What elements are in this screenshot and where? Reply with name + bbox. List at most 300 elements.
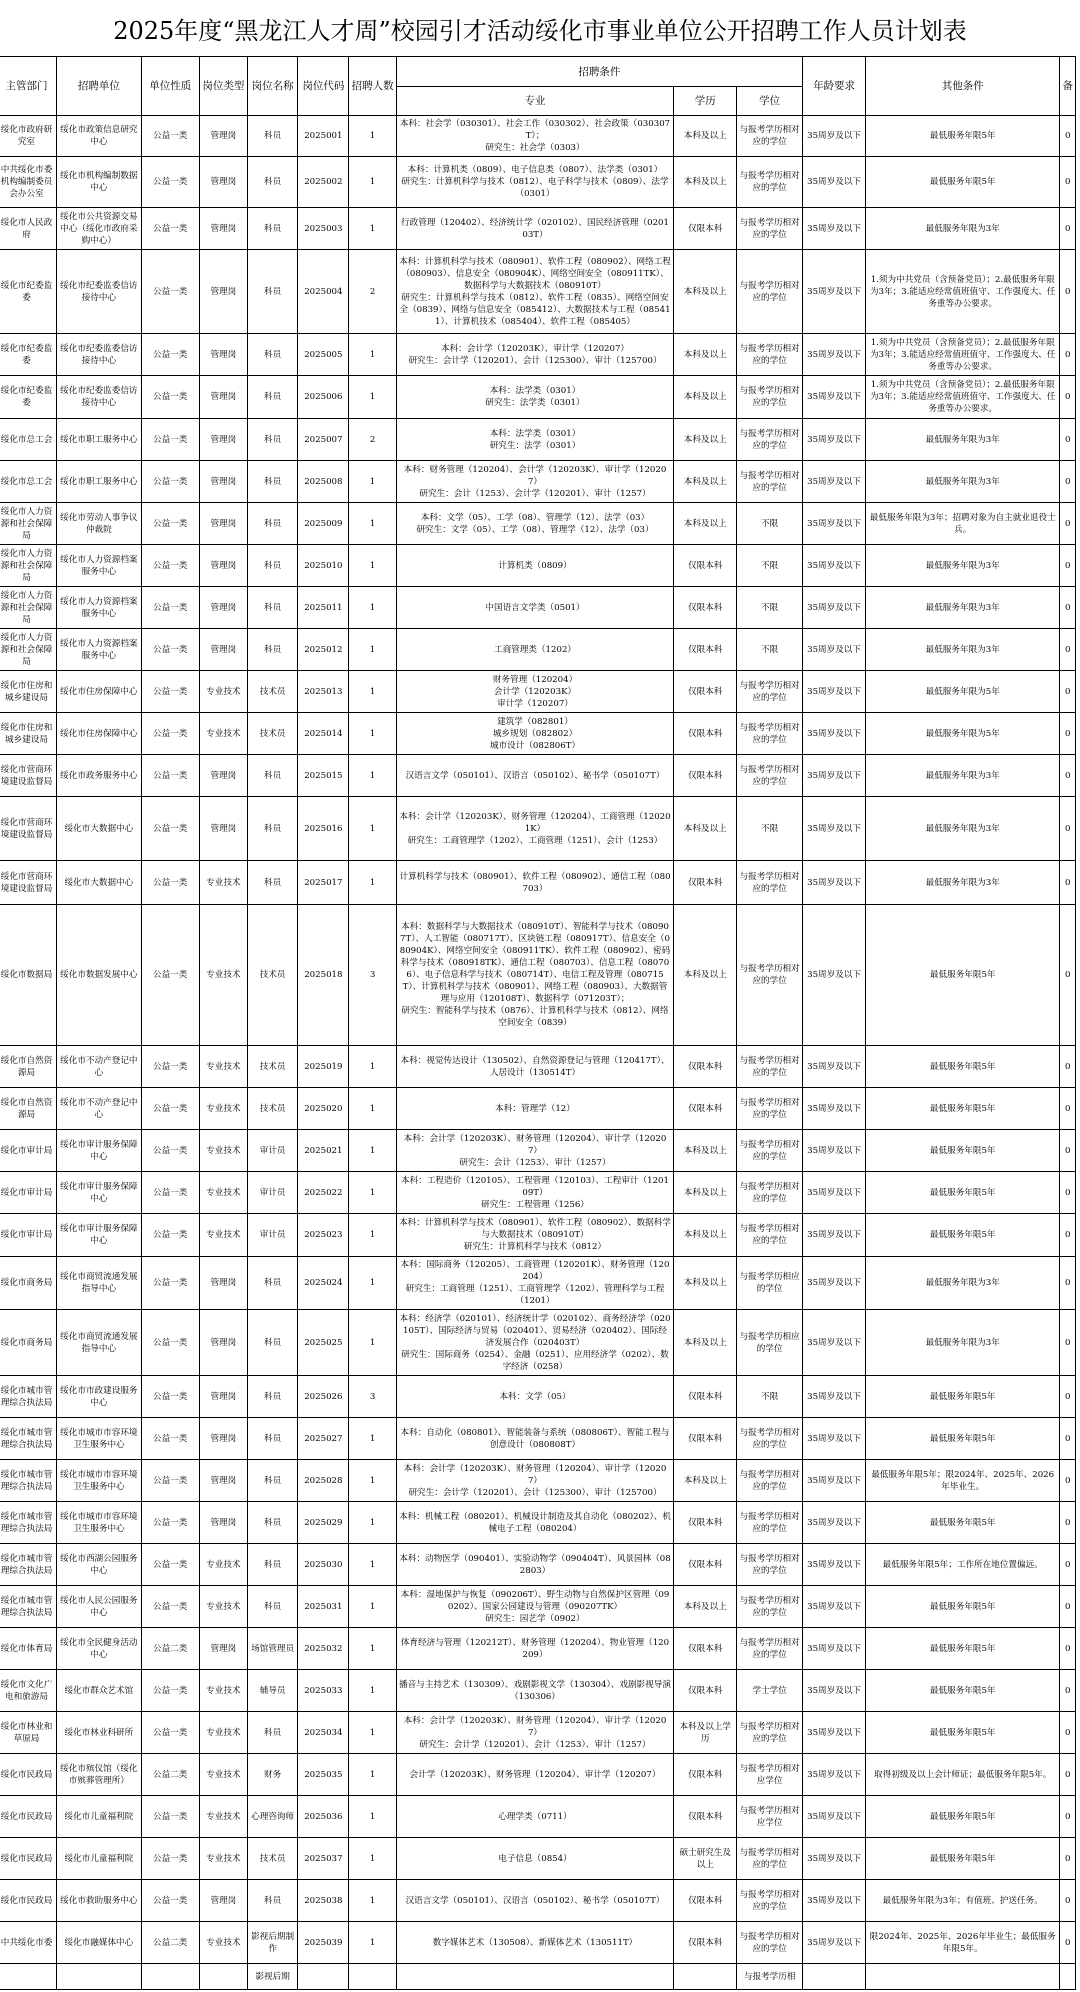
cell-edu: 仅限本科 xyxy=(674,1670,737,1712)
cell-post-code: 2025006 xyxy=(298,376,349,419)
cell-count: 1 xyxy=(349,797,396,861)
cell-unit: 绥化市人民公园服务中心 xyxy=(57,1586,142,1628)
header-type: 岗位类型 xyxy=(199,57,247,116)
cell-remark: 0 xyxy=(1060,797,1076,861)
cell-remark: 0 xyxy=(1060,1838,1076,1880)
cell-remark: 0 xyxy=(1060,1418,1076,1460)
table-row xyxy=(0,1310,1076,1376)
cell-degree: 与报考学历相对应的学位 xyxy=(737,1088,803,1130)
table-row xyxy=(0,1922,1076,1964)
table-row xyxy=(0,755,1076,797)
cell-type: 专业技术 xyxy=(199,1712,247,1754)
cell-other: 最低服务年限5年 xyxy=(866,905,1060,1046)
cell-major: 本科：国际商务（120205）、工商管理（120201K）、财务管理（120204） 研究生：工商管理（1251）、工商管理学（1202）、管理科学与工程（1201） xyxy=(396,1257,673,1310)
cell-other: 最低服务年限为3年 xyxy=(866,1257,1060,1310)
cell-degree: 与报考学历相对应的学位 xyxy=(737,334,803,376)
cell-count xyxy=(349,1964,396,1990)
cell-post-name: 审计员 xyxy=(248,1172,298,1214)
cell-degree: 与报考学历相 xyxy=(737,1964,803,1990)
cell-major: 本科：会计学（120203K）、财务管理（120204）、审计学（120207） 研究生：会计学（120201）、会计（1253）、审计（1257） xyxy=(396,1712,673,1754)
cell-age: 35周岁及以下 xyxy=(803,1544,866,1586)
cell-unit: 绥化市住房保障中心 xyxy=(57,713,142,755)
cell-type: 专业技术 xyxy=(199,713,247,755)
cell-type: 管理岗 xyxy=(199,1502,247,1544)
table-row xyxy=(0,905,1076,1046)
cell-post-code: 2025030 xyxy=(298,1544,349,1586)
cell-age: 35周岁及以下 xyxy=(803,1586,866,1628)
cell-nature: 公益一类 xyxy=(141,1838,199,1880)
cell-edu: 本科及以上 xyxy=(674,1310,737,1376)
cell-nature xyxy=(141,1964,199,1990)
cell-dept: 绥化市政府研究室 xyxy=(0,116,57,157)
cell-unit: 绥化市商贸流通发展指导中心 xyxy=(57,1310,142,1376)
cell-age: 35周岁及以下 xyxy=(803,1130,866,1172)
cell-remark: 0 xyxy=(1060,1586,1076,1628)
cell-degree: 不限 xyxy=(737,545,803,587)
cell-nature: 公益一类 xyxy=(141,755,199,797)
cell-degree: 与报考学历相对应的学位 xyxy=(737,713,803,755)
cell-nature: 公益一类 xyxy=(141,1670,199,1712)
cell-post-name: 科员 xyxy=(248,334,298,376)
header-remark: 备 xyxy=(1060,57,1076,116)
cell-age: 35周岁及以下 xyxy=(803,1754,866,1796)
cell-count: 1 xyxy=(349,1712,396,1754)
cell-age: 35周岁及以下 xyxy=(803,1214,866,1257)
cell-edu: 硕士研究生及以上 xyxy=(674,1838,737,1880)
cell-nature: 公益一类 xyxy=(141,1460,199,1502)
cell-dept: 绥化市审计局 xyxy=(0,1172,57,1214)
header-row-1 xyxy=(0,57,1076,87)
cell-count: 1 xyxy=(349,545,396,587)
cell-nature: 公益一类 xyxy=(141,1088,199,1130)
cell-major: 体育经济与管理（120212T）、财务管理（120204）、物业管理（120209） xyxy=(396,1628,673,1670)
cell-count: 1 xyxy=(349,1172,396,1214)
cell-other: 最低服务年限5年；限2024年、2025年、2026年毕业生。 xyxy=(866,1460,1060,1502)
cell-post-code: 2025034 xyxy=(298,1712,349,1754)
cell-edu: 本科及以上 xyxy=(674,1586,737,1628)
cell-other: 最低服务年限5年 xyxy=(866,1376,1060,1418)
cell-post-name: 科员 xyxy=(248,1257,298,1310)
cell-other: 最低服务年限5年 xyxy=(866,116,1060,157)
cell-count: 1 xyxy=(349,116,396,157)
cell-post-code: 2025024 xyxy=(298,1257,349,1310)
cell-major: 汉语言文学（050101）、汉语言（050102）、秘书学（050107T） xyxy=(396,1880,673,1922)
header-unit: 招聘单位 xyxy=(57,57,142,116)
table-row xyxy=(0,797,1076,861)
header-conditions: 招聘条件 xyxy=(396,57,802,87)
cell-type: 专业技术 xyxy=(199,1838,247,1880)
cell-other: 最低服务年限5年 xyxy=(866,1418,1060,1460)
cell-dept: 绥化市民政局 xyxy=(0,1796,57,1838)
cell-degree: 与报考学历相对应的学位 xyxy=(737,1214,803,1257)
cell-degree: 与报考学历相应的学位 xyxy=(737,1310,803,1376)
cell-dept: 绥化市审计局 xyxy=(0,1214,57,1257)
table-row xyxy=(0,629,1076,671)
cell-nature: 公益一类 xyxy=(141,1586,199,1628)
cell-dept: 绥化市城市管理综合执法局 xyxy=(0,1544,57,1586)
cell-major: 计算机类（0809） xyxy=(396,545,673,587)
cell-major: 本科：计算机类（0809）、电子信息类（0807）、法学类（0301） 研究生：计算机科学与技术（0812）、电子科学与技术（0809）、法学（0301） xyxy=(396,157,673,208)
cell-remark: 0 xyxy=(1060,250,1076,334)
cell-post-code: 2025011 xyxy=(298,587,349,629)
cell-remark: 0 xyxy=(1060,713,1076,755)
cell-other: 最低服务年限为3年；有值班、护送任务。 xyxy=(866,1880,1060,1922)
cell-count: 3 xyxy=(349,1376,396,1418)
cell-edu: 本科及以上 xyxy=(674,1257,737,1310)
cell-post-code: 2025021 xyxy=(298,1130,349,1172)
cell-count: 1 xyxy=(349,1880,396,1922)
cell-degree: 与报考学历相对应的学位 xyxy=(737,671,803,713)
cell-nature: 公益一类 xyxy=(141,1712,199,1754)
cell-age: 35周岁及以下 xyxy=(803,629,866,671)
cell-age: 35周岁及以下 xyxy=(803,1922,866,1964)
cell-major: 本科：会计学（120203K）、财务管理（120204）、审计学（120207） 研究生：会计学（120201）、会计（125300）、审计（125700） xyxy=(396,1460,673,1502)
header-degree: 学位 xyxy=(737,87,803,116)
cell-edu: 仅限本科 xyxy=(674,1376,737,1418)
cell-count: 1 xyxy=(349,1460,396,1502)
cell-type: 管理岗 xyxy=(199,334,247,376)
cell-edu: 仅限本科 xyxy=(674,1922,737,1964)
cell-other: 最低服务年限为5年 xyxy=(866,671,1060,713)
cell-post-code: 2025002 xyxy=(298,157,349,208)
cell-edu: 仅限本科 xyxy=(674,671,737,713)
cell-other: 最低服务年限5年 xyxy=(866,1130,1060,1172)
table-row xyxy=(0,1544,1076,1586)
cell-count: 1 xyxy=(349,1670,396,1712)
cell-dept: 绥化市城市管理综合执法局 xyxy=(0,1460,57,1502)
cell-count: 1 xyxy=(349,1754,396,1796)
cell-degree: 与报考学历相对应的学位 xyxy=(737,116,803,157)
cell-unit: 绥化市人力资源档案服务中心 xyxy=(57,629,142,671)
cell-edu: 本科及以上 xyxy=(674,461,737,503)
cell-age: 35周岁及以下 xyxy=(803,545,866,587)
cell-edu: 仅限本科 xyxy=(674,755,737,797)
cell-unit: 绥化市大数据中心 xyxy=(57,861,142,905)
cell-major: 数字媒体艺术（130508）、新媒体艺术（130511T） xyxy=(396,1922,673,1964)
cell-type: 专业技术 xyxy=(199,1670,247,1712)
cell-degree: 与报考学历相对应学位 xyxy=(737,1754,803,1796)
cell-post-code: 2025015 xyxy=(298,755,349,797)
cell-major: 本科：数据科学与大数据技术（080910T）、智能科学与技术（080907T）、人工智能（080717T）、区块链工程（080917T）、信息安全（080904K）、网络空间安全（080911TK）、软件工程（080902）、密码科学与技术（080918TK）、通信工程（080703）、信息工程（080706）、电子信息科学与技术（080714T）、电信工程及管理（080715T）、计算机科学与技术（080901）、网络工程（080903）、大数据管理与应用（120108T）、数据科学（071203T）； 研究生：智能科学与技术（0876）、计算机科学与技术（0812）、网络空间安全（0839） xyxy=(396,905,673,1046)
cell-age: 35周岁及以下 xyxy=(803,861,866,905)
cell-post-name: 科员 xyxy=(248,376,298,419)
cell-remark: 0 xyxy=(1060,1214,1076,1257)
table-row xyxy=(0,1670,1076,1712)
cell-count: 1 xyxy=(349,1544,396,1586)
cell-other: 最低服务年限5年 xyxy=(866,1670,1060,1712)
cell-post-name: 科员 xyxy=(248,755,298,797)
cell-count: 1 xyxy=(349,1922,396,1964)
table-row xyxy=(0,1214,1076,1257)
cell-other: 最低服务年限为3年 xyxy=(866,461,1060,503)
cell-age: 35周岁及以下 xyxy=(803,376,866,419)
cell-unit: 绥化市儿童福利院 xyxy=(57,1796,142,1838)
cell-other: 1.须为中共党员（含预备党员）；2.最低服务年限为3年；3.能适应经常值班值守、工作强度大、任务重等办公要求。 xyxy=(866,250,1060,334)
cell-other: 最低服务年限为5年 xyxy=(866,713,1060,755)
cell-other: 最低服务年限为3年 xyxy=(866,861,1060,905)
cell-degree: 不限 xyxy=(737,797,803,861)
cell-remark: 0 xyxy=(1060,1310,1076,1376)
cell-dept: 绥化市文化广电和旅游局 xyxy=(0,1670,57,1712)
table-row xyxy=(0,1130,1076,1172)
header-count: 招聘人数 xyxy=(349,57,396,116)
cell-post-name: 科员 xyxy=(248,116,298,157)
table-row xyxy=(0,1586,1076,1628)
table-row xyxy=(0,376,1076,419)
cell-edu: 仅限本科 xyxy=(674,629,737,671)
cell-type: 管理岗 xyxy=(199,1460,247,1502)
cell-major: 电子信息（0854） xyxy=(396,1838,673,1880)
cell-remark: 0 xyxy=(1060,1922,1076,1964)
cell-degree: 与报考学历相对应的学位 xyxy=(737,1418,803,1460)
table-row xyxy=(0,1088,1076,1130)
cell-unit: 绥化市劳动人事争议仲裁院 xyxy=(57,503,142,545)
cell-post-name: 技术员 xyxy=(248,713,298,755)
cell-major: 本科：视觉传达设计（130502）、自然资源登记与管理（120417T）、人居设计（130514T） xyxy=(396,1046,673,1088)
cell-remark: 0 xyxy=(1060,208,1076,250)
cell-dept: 绥化市审计局 xyxy=(0,1130,57,1172)
cell-age: 35周岁及以下 xyxy=(803,1257,866,1310)
cell-type: 管理岗 xyxy=(199,755,247,797)
cell-edu: 仅限本科 xyxy=(674,1088,737,1130)
cell-dept: 绥化市数据局 xyxy=(0,905,57,1046)
cell-type: 管理岗 xyxy=(199,208,247,250)
cell-dept: 绥化市营商环境建设监督局 xyxy=(0,861,57,905)
cell-unit: 绥化市职工服务中心 xyxy=(57,419,142,461)
cell-unit: 绥化市融媒体中心 xyxy=(57,1922,142,1964)
cell-type: 专业技术 xyxy=(199,1046,247,1088)
cell-post-name: 科员 xyxy=(248,1376,298,1418)
cell-other: 最低服务年限5年 xyxy=(866,1214,1060,1257)
cell-post-name: 场馆管理员 xyxy=(248,1628,298,1670)
cell-remark: 0 xyxy=(1060,1460,1076,1502)
cell-dept: 绥化市城市管理综合执法局 xyxy=(0,1586,57,1628)
cell-type: 管理岗 xyxy=(199,1880,247,1922)
cell-other: 最低服务年限5年 xyxy=(866,1088,1060,1130)
cell-dept: 绥化市商务局 xyxy=(0,1310,57,1376)
cell-post-code: 2025014 xyxy=(298,713,349,755)
cell-post-name: 科员 xyxy=(248,587,298,629)
cell-nature: 公益一类 xyxy=(141,797,199,861)
cell-degree: 与报考学历相对应的学位 xyxy=(737,157,803,208)
cell-post-name: 科员 xyxy=(248,1310,298,1376)
cell-remark: 0 xyxy=(1060,376,1076,419)
cell-post-code: 2025016 xyxy=(298,797,349,861)
cell-other: 最低服务年限为3年 xyxy=(866,587,1060,629)
cell-post-name: 技术员 xyxy=(248,1838,298,1880)
cell-major: 汉语言文学（050101）、汉语言（050102）、秘书学（050107T） xyxy=(396,755,673,797)
table-row xyxy=(0,1257,1076,1310)
cell-unit: 绥化市儿童福利院 xyxy=(57,1838,142,1880)
table-row xyxy=(0,461,1076,503)
cell-post-code: 2025039 xyxy=(298,1922,349,1964)
header-code: 岗位代码 xyxy=(298,57,349,116)
cell-other: 最低服务年限5年 xyxy=(866,1712,1060,1754)
cell-degree: 与报考学历相对应的学位 xyxy=(737,861,803,905)
cell-nature: 公益一类 xyxy=(141,1418,199,1460)
cell-edu xyxy=(674,1964,737,1990)
cell-post-name: 科员 xyxy=(248,1880,298,1922)
cell-dept: 绥化市总工会 xyxy=(0,461,57,503)
cell-remark: 0 xyxy=(1060,334,1076,376)
cell-nature: 公益一类 xyxy=(141,1172,199,1214)
cell-edu: 仅限本科 xyxy=(674,1502,737,1544)
cell-post-name: 科员 xyxy=(248,861,298,905)
table-row xyxy=(0,1712,1076,1754)
cell-major: 本科：社会学（030301）、社会工作（030302）、社会政策（030307T）； 研究生：社会学（0303） xyxy=(396,116,673,157)
cell-dept: 绥化市人力资源和社会保障局 xyxy=(0,545,57,587)
cell-post-code: 2025012 xyxy=(298,629,349,671)
cell-age: 35周岁及以下 xyxy=(803,1418,866,1460)
cell-degree: 与报考学历相对应的学位 xyxy=(737,1712,803,1754)
cell-remark: 0 xyxy=(1060,587,1076,629)
recruitment-plan-table xyxy=(0,56,1076,1990)
cell-major: 中国语言文学类（0501） xyxy=(396,587,673,629)
cell-post-name: 科员 xyxy=(248,1586,298,1628)
cell-dept: 绥化市人民政府 xyxy=(0,208,57,250)
cell-post-code: 2025010 xyxy=(298,545,349,587)
cell-edu: 本科及以上 xyxy=(674,419,737,461)
cell-remark: 0 xyxy=(1060,1088,1076,1130)
cell-other: 最低服务年限为3年 xyxy=(866,419,1060,461)
cell-edu: 仅限本科 xyxy=(674,1418,737,1460)
cell-nature: 公益一类 xyxy=(141,1046,199,1088)
cell-remark: 0 xyxy=(1060,1670,1076,1712)
cell-type: 管理岗 xyxy=(199,1418,247,1460)
cell-major: 本科：会计学（120203K）、财务管理（120204）、审计学（120207） 研究生：会计（1253）、审计（1257） xyxy=(396,1130,673,1172)
cell-post-code: 2025028 xyxy=(298,1460,349,1502)
cell-remark: 0 xyxy=(1060,755,1076,797)
cell-post-code: 2025026 xyxy=(298,1376,349,1418)
cell-dept: 绥化市自然资源局 xyxy=(0,1046,57,1088)
cell-age: 35周岁及以下 xyxy=(803,1172,866,1214)
cell-age: 35周岁及以下 xyxy=(803,419,866,461)
cell-edu: 本科及以上 xyxy=(674,1214,737,1257)
cell-post-name: 技术员 xyxy=(248,905,298,1046)
cell-remark: 0 xyxy=(1060,461,1076,503)
cell-other: 1.须为中共党员（含预备党员）；2.最低服务年限为3年；3.能适应经常值班值守、工作强度大、任务重等办公要求。 xyxy=(866,376,1060,419)
cell-degree: 学士学位 xyxy=(737,1670,803,1712)
cell-unit: 绥化市群众艺术馆 xyxy=(57,1670,142,1712)
cell-post-code: 2025020 xyxy=(298,1088,349,1130)
cell-dept: 绥化市人力资源和社会保障局 xyxy=(0,503,57,545)
cell-remark: 0 xyxy=(1060,419,1076,461)
cell-age: 35周岁及以下 xyxy=(803,713,866,755)
cell-post-code: 2025007 xyxy=(298,419,349,461)
cell-unit: 绥化市城市市容环境卫生服务中心 xyxy=(57,1460,142,1502)
cell-type: 专业技术 xyxy=(199,1544,247,1586)
cell-unit: 绥化市住房保障中心 xyxy=(57,671,142,713)
cell-dept xyxy=(0,1964,57,1990)
cell-unit: 绥化市审计服务保障中心 xyxy=(57,1214,142,1257)
cell-major: 本科：法学类（0301） 研究生：法学（0301） xyxy=(396,419,673,461)
cell-nature: 公益一类 xyxy=(141,1880,199,1922)
cell-count: 1 xyxy=(349,1130,396,1172)
cell-dept: 绥化市纪委监委 xyxy=(0,376,57,419)
cell-degree: 与报考学历相对应的学位 xyxy=(737,905,803,1046)
cell-degree: 与报考学历相对应的学位 xyxy=(737,1880,803,1922)
cell-other: 最低服务年限5年 xyxy=(866,1502,1060,1544)
cell-unit: 绥化市审计服务保障中心 xyxy=(57,1172,142,1214)
cell-remark: 0 xyxy=(1060,905,1076,1046)
cell-unit: 绥化市机构编制数据中心 xyxy=(57,157,142,208)
cell-count: 1 xyxy=(349,1257,396,1310)
cell-major: 本科：会计学（120203K）、审计学（120207） 研究生：会计学（120201）、会计（125300）、审计（125700） xyxy=(396,334,673,376)
cell-major: 行政管理（120402）、经济统计学（020102）、国民经济管理（020103T） xyxy=(396,208,673,250)
cell-post-code: 2025013 xyxy=(298,671,349,713)
cell-unit: 绥化市人力资源档案服务中心 xyxy=(57,587,142,629)
cell-nature: 公益一类 xyxy=(141,1214,199,1257)
cell-post-code: 2025008 xyxy=(298,461,349,503)
cell-edu: 本科及以上 xyxy=(674,334,737,376)
cell-major: 本科：财务管理（120204）、会计学（120203K）、审计学（120207） 研究生：会计（1253）、会计学（120201）、审计（1257） xyxy=(396,461,673,503)
cell-nature: 公益二类 xyxy=(141,1754,199,1796)
cell-post-code: 2025037 xyxy=(298,1838,349,1880)
cell-nature: 公益一类 xyxy=(141,157,199,208)
cell-age: 35周岁及以下 xyxy=(803,1502,866,1544)
cell-age: 35周岁及以下 xyxy=(803,334,866,376)
table-row xyxy=(0,545,1076,587)
cell-other: 最低服务年限5年 xyxy=(866,1628,1060,1670)
header-nature: 单位性质 xyxy=(141,57,199,116)
cell-degree: 与报考学历相对应的学位 xyxy=(737,1130,803,1172)
cell-type: 管理岗 xyxy=(199,545,247,587)
cell-degree: 与报考学历相应的学位 xyxy=(737,1257,803,1310)
cell-post-name: 技术员 xyxy=(248,671,298,713)
cell-dept: 中共绥化市委 xyxy=(0,1922,57,1964)
cell-degree: 与报考学历相对应的学位 xyxy=(737,1586,803,1628)
cell-age: 35周岁及以下 xyxy=(803,250,866,334)
cell-unit: 绥化市政策信息研究中心 xyxy=(57,116,142,157)
cell-other: 最低服务年限5年 xyxy=(866,1046,1060,1088)
table-row xyxy=(0,1628,1076,1670)
cell-degree: 不限 xyxy=(737,629,803,671)
cell-nature: 公益一类 xyxy=(141,1796,199,1838)
cell-unit: 绥化市纪委监委信访接待中心 xyxy=(57,376,142,419)
cell-other: 最低服务年限5年；工作所在地位置偏远。 xyxy=(866,1544,1060,1586)
cell-dept: 绥化市林业和草原局 xyxy=(0,1712,57,1754)
cell-major: 建筑学（082801） 城乡规划（082802） 城市设计（082806T） xyxy=(396,713,673,755)
cell-remark: 0 xyxy=(1060,671,1076,713)
cell-degree: 与报考学历相对应的学位 xyxy=(737,1838,803,1880)
table-row xyxy=(0,250,1076,334)
cell-count: 1 xyxy=(349,1088,396,1130)
cell-dept: 绥化市人力资源和社会保障局 xyxy=(0,629,57,671)
cell-dept: 绥化市人力资源和社会保障局 xyxy=(0,587,57,629)
cell-count: 1 xyxy=(349,1838,396,1880)
cell-edu: 本科及以上 xyxy=(674,797,737,861)
cell-count: 1 xyxy=(349,376,396,419)
cell-edu: 仅限本科 xyxy=(674,861,737,905)
cell-post-name: 技术员 xyxy=(248,1046,298,1088)
cell-dept: 绥化市住房和城乡建设局 xyxy=(0,671,57,713)
header-other: 其他条件 xyxy=(866,57,1060,116)
cell-nature: 公益一类 xyxy=(141,861,199,905)
cell-count: 1 xyxy=(349,861,396,905)
cell-major: 本科：计算机科学与技术（080901）、软件工程（080902）、网络工程（080903）、信息安全（080904K）、网络空间安全（080911TK）、数据科学与大数据技术（080910T） 研究生：计算机科学与技术（0812）、软件工程（0835）、网络空间安全（0839）、网络与信息安全（085412）、大数据技术与工程（085411）、计算机技术（085404）、软件工程（085405） xyxy=(396,250,673,334)
cell-post-name: 科员 xyxy=(248,1544,298,1586)
cell-type: 管理岗 xyxy=(199,461,247,503)
cell-post-name: 财务 xyxy=(248,1754,298,1796)
cell-count: 1 xyxy=(349,1502,396,1544)
cell-degree: 与报考学历相对应的学位 xyxy=(737,461,803,503)
cell-dept: 绥化市体育局 xyxy=(0,1628,57,1670)
cell-age: 35周岁及以下 xyxy=(803,116,866,157)
cell-age xyxy=(803,1964,866,1990)
table-row xyxy=(0,671,1076,713)
cell-post-name: 心理咨询师 xyxy=(248,1796,298,1838)
cell-edu: 仅限本科 xyxy=(674,1544,737,1586)
